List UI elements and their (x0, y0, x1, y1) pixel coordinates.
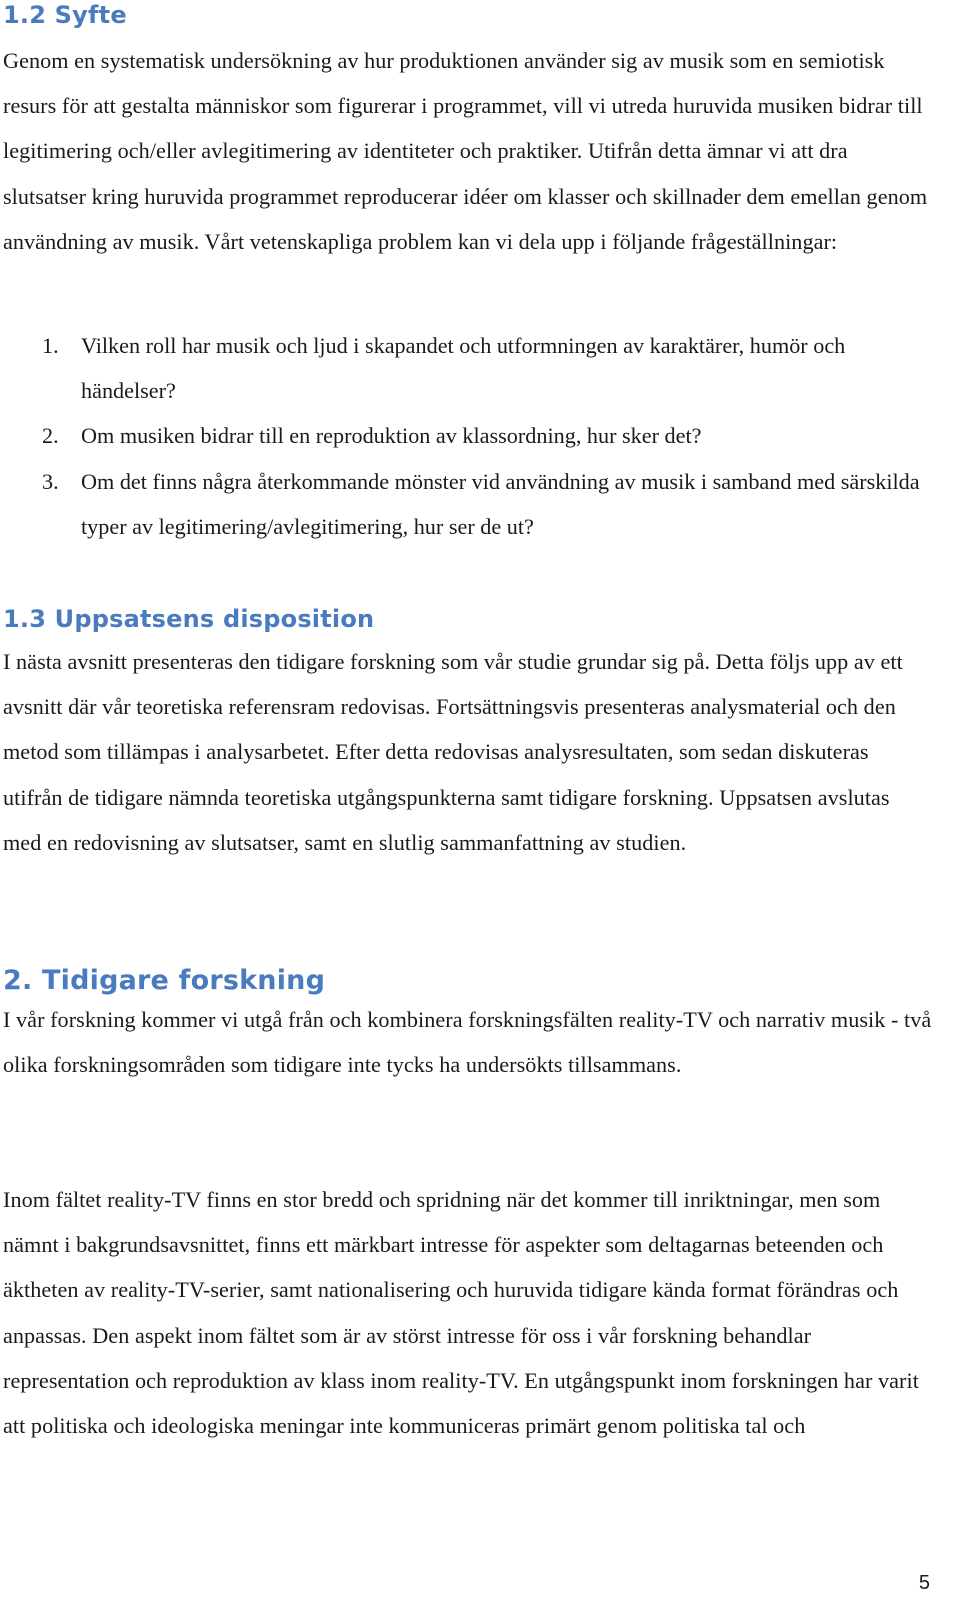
list-item-text: Vilken roll har musik och ljud i skapandet och utformningen av karaktärer, humör och händelser? (81, 333, 846, 404)
paragraph-tidigare-2: Inom fältet reality-TV finns en stor bredd och spridning när det kommer till inriktningar, men som nämnt i bakgrundsavsnittet, finns ett märkbart intresse för aspekter som deltagarnas beteenden och äktheten av reality-TV-serier, samt nationalisering och huruvida tidigare kända format förändras och anpassas. Den aspekt inom fältet som är av störst intresse för oss i vår forskning behandlar representation och reproduktion av klass inom reality-TV. En utgångspunkt inom forskningen har varit att politiska och ideologiska meningar inte kommuniceras primärt genom politiska tal och (3, 1187, 919, 1439)
list-item-number: 1. (42, 333, 59, 358)
list-item (3, 413, 933, 458)
paragraph-tidigare-1: I vår forskning kommer vi utgå från och kombinera forskningsfälten reality-TV och narrativ musik - två olika forskningsområden som tidigare inte tycks ha undersökts tillsammans. (3, 1007, 932, 1078)
list-item-number: 3. (42, 468, 59, 494)
list-item-text: Om musiken bidrar till en reproduktion av klassordning, hur sker det? (81, 423, 702, 449)
heading-syfte: 1.2 Syfte (3, 1, 127, 29)
heading-tidigare-forskning: 2. Tidigare forskning (3, 965, 326, 996)
list-item (3, 459, 933, 549)
page-number: 5 (918, 1572, 930, 1594)
list-item-number: 2. (42, 423, 59, 449)
paragraph-syfte: Genom en systematisk undersökning av hur produktionen använder sig av musik som en semiotisk resurs för att gestalta människor som figurerar i programmet, vill vi utreda huruvida musiken bidrar till legitimering och/eller avlegitimering av identiteter och praktiker. Utifrån detta ämnar vi att dra slutsatser kring huruvida programmet reproducerar idéer om klasser och skillnader dem emellan genom användning av musik. Vårt vetenskapliga problem kan vi dela upp i följande frågeställningar: (3, 48, 928, 254)
question-list (3, 323, 933, 549)
paragraph-disposition: I nästa avsnitt presenteras den tidigare forskning som vår studie grundar sig på. Detta följs upp av ett avsnitt där vår teoretiska referensram redovisas. Fortsättningsvis presenteras analysmaterial och den metod som tillämpas i analysarbetet. Efter detta redovisas analysresultaten, som sedan diskuteras utifrån de tidigare nämnda teoretiska utgångspunkterna samt tidigare forskning. Uppsatsen avslutas med en redovisning av slutsatser, samt en slutlig sammanfattning av studien. (3, 649, 903, 855)
list-item-text: Om det finns några återkommande mönster vid användning av musik i samband med särskilda typer av legitimering/avlegitimering, hur ser de ut? (81, 468, 920, 539)
list-item (3, 323, 933, 413)
heading-disposition: 1.3 Uppsatsens disposition (3, 605, 375, 633)
